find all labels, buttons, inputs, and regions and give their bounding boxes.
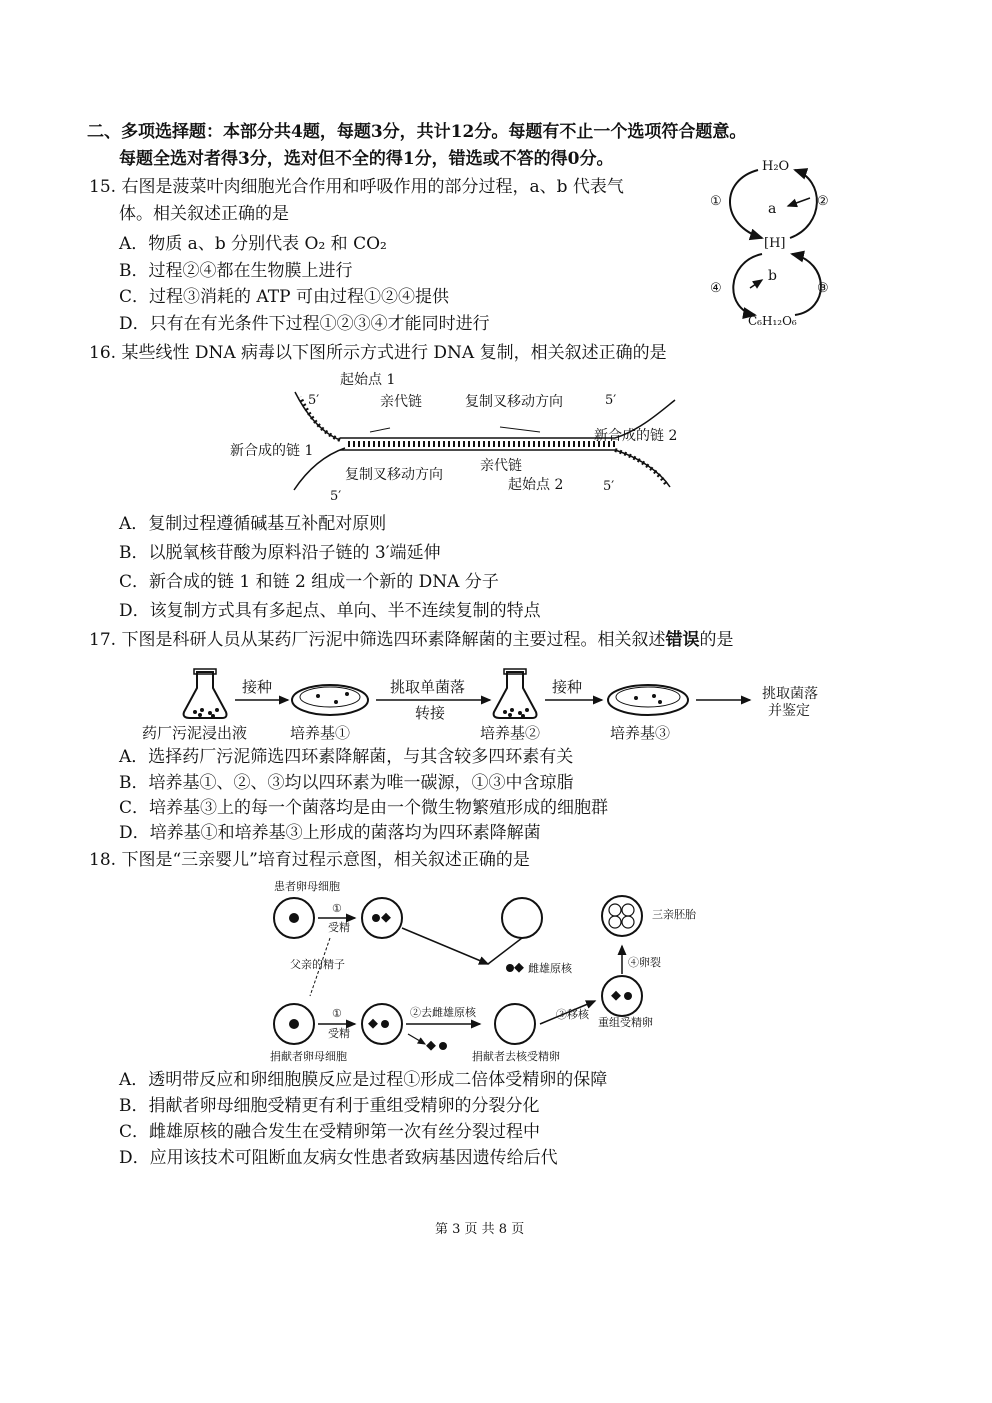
parent-strand-1-label: 亲代链 [380,394,422,410]
father-sperm-label: 父亲的精子 [290,958,345,971]
q15-stem-cont: 体。相关叙述正确的是 [119,204,289,224]
q17-stem-emphasis: 错误 [665,630,700,650]
q15-option-d: D．只有在有光条件下过程①②③④才能同时进行 [119,314,490,334]
q16-option-b: B．以脱氧核苷酸为原料沿子链的 3′端延伸 [119,543,441,563]
five-prime-label: 5′ [605,393,617,408]
donor-oocyte-label: 捐献者卵母细胞 [270,1050,347,1063]
medium-3-label: 培养基③ [610,724,671,742]
transfer-label: 转接 [415,704,446,722]
remove-pronuclei-label: ②去雌雄原核 [410,1006,476,1019]
new-strand-2-label: 新合成的链 2 [594,428,678,444]
q18-option-d: D．应用该技术可阻断血友病女性患者致病基因遗传给后代 [119,1148,558,1168]
origin-2-label: 起始点 2 [508,477,564,493]
process-2-label: ② [817,194,829,209]
step-1-bottom-label: ① [332,1007,342,1020]
q18-option-c: C．雌雄原核的融合发生在受精卵第一次有丝分裂过程中 [119,1122,541,1142]
q17-option-a: A．选择药厂污泥筛选四环素降解菌，与其含较多四环素有关 [119,747,574,767]
fork-direction-1-label: 复制叉移动方向 [465,394,563,410]
sludge-extract-label: 药厂污泥浸出液 [142,724,248,742]
q15-option-c: C．过程③消耗的 ATP 可由过程①②④提供 [119,287,449,307]
fertilize-bottom-label: 受精 [328,1027,350,1040]
q16-replication-diagram [220,372,740,507]
pick-identify-label-2: 并鉴定 [768,703,810,719]
q16-stem: 16. 某些线性 DNA 病毒以下图所示方式进行 DNA 复制，相关叙述正确的是 [89,343,667,363]
inoculate-2-label: 接种 [552,678,583,696]
patient-oocyte-label: 患者卵母细胞 [274,880,340,893]
q17-option-c: C．培养基③上的每一个菌落均是由一个微生物繁殖形成的细胞群 [119,798,609,818]
reconstructed-zygote-label: 重组受精卵 [598,1016,653,1029]
q15-option-a: A．物质 a、b 分别代表 O₂ 和 CO₂ [119,234,387,254]
medium-2-label: 培养基② [480,724,541,742]
q17-screening-diagram [140,660,830,740]
q18-option-a: A．透明带反应和卵细胞膜反应是过程①形成二倍体受精卵的保障 [119,1070,608,1090]
q17-stem [89,629,733,651]
parent-strand-2-label: 亲代链 [480,458,522,474]
q17-option-b: B．培养基①、②、③均以四环素为唯一碳源，①③中含琼脂 [119,773,574,793]
process-3-label: ③ [817,281,829,296]
three-parent-embryo-label: 三亲胚胎 [652,908,696,921]
cleavage-label: ④卵裂 [628,956,661,969]
h2o-label: H₂O [762,159,790,174]
q17-option-d: D．培养基①和培养基③上形成的菌落均为四环素降解菌 [119,823,541,843]
medium-1-label: 培养基① [290,724,351,742]
section-title: 二、多项选择题：本部分共4题，每题3分，共计12分。每题有不止一个选项符合题意。 [87,122,747,142]
q18-option-b: B．捐献者卵母细胞受精更有利于重组受精卵的分裂分化 [119,1096,540,1116]
fork-direction-2-label: 复制叉移动方向 [345,467,443,483]
inoculate-1-label: 接种 [242,678,273,696]
glucose-label: C₆H₁₂O₆ [748,314,797,328]
q15-option-b: B．过程②④都在生物膜上进行 [119,261,353,281]
origin-1-label: 起始点 1 [340,372,396,388]
a-label: a [768,201,777,217]
five-prime-label: 5′ [330,489,342,504]
q16-option-c: C．新合成的链 1 和链 2 组成一个新的 DNA 分子 [119,572,499,592]
q17-stem-post: 的是 [699,630,734,650]
pick-identify-label: 挑取菌落 [762,686,818,702]
process-1-label: ① [710,194,722,209]
section-rules: 每题全选对者得3分，选对但不全的得1分，错选或不答的得0分。 [119,149,614,169]
page-number: 第 3 页 共 8 页 [435,1222,525,1237]
process-4-label: ④ [710,281,722,296]
q16-option-a: A．复制过程遵循碱基互补配对原则 [119,514,387,534]
b-label: b [768,268,777,284]
fertilize-top-label: 受精 [328,921,350,934]
h-label: [H] [764,236,786,251]
q15-stem: 15. 右图是菠菜叶肉细胞光合作用和呼吸作用的部分过程，a、b 代表气 [89,177,624,197]
q18-three-parent-diagram [260,876,740,1066]
step-1-top-label: ① [332,902,342,915]
donor-enucleated-label: 捐献者去核受精卵 [472,1050,560,1063]
pick-colony-label: 挑取单菌落 [390,678,466,696]
new-strand-1-label: 新合成的链 1 [230,443,314,459]
five-prime-label: 5′ [603,479,615,494]
transfer-nucleus-label: ③移核 [556,1008,589,1021]
q18-stem: 18. 下图是“三亲婴儿”培育过程示意图，相关叙述正确的是 [89,850,530,870]
q17-stem-pre: 17. 下图是科研人员从某药厂污泥中筛选四环素降解菌的主要过程。相关叙述 [89,630,666,650]
q16-option-d: D．该复制方式具有多起点、单向、半不连续复制的特点 [119,601,541,621]
five-prime-label: 5′ [308,393,320,408]
q15-cycle-diagram [700,150,850,330]
pronuclei-label: 雌雄原核 [528,962,572,975]
